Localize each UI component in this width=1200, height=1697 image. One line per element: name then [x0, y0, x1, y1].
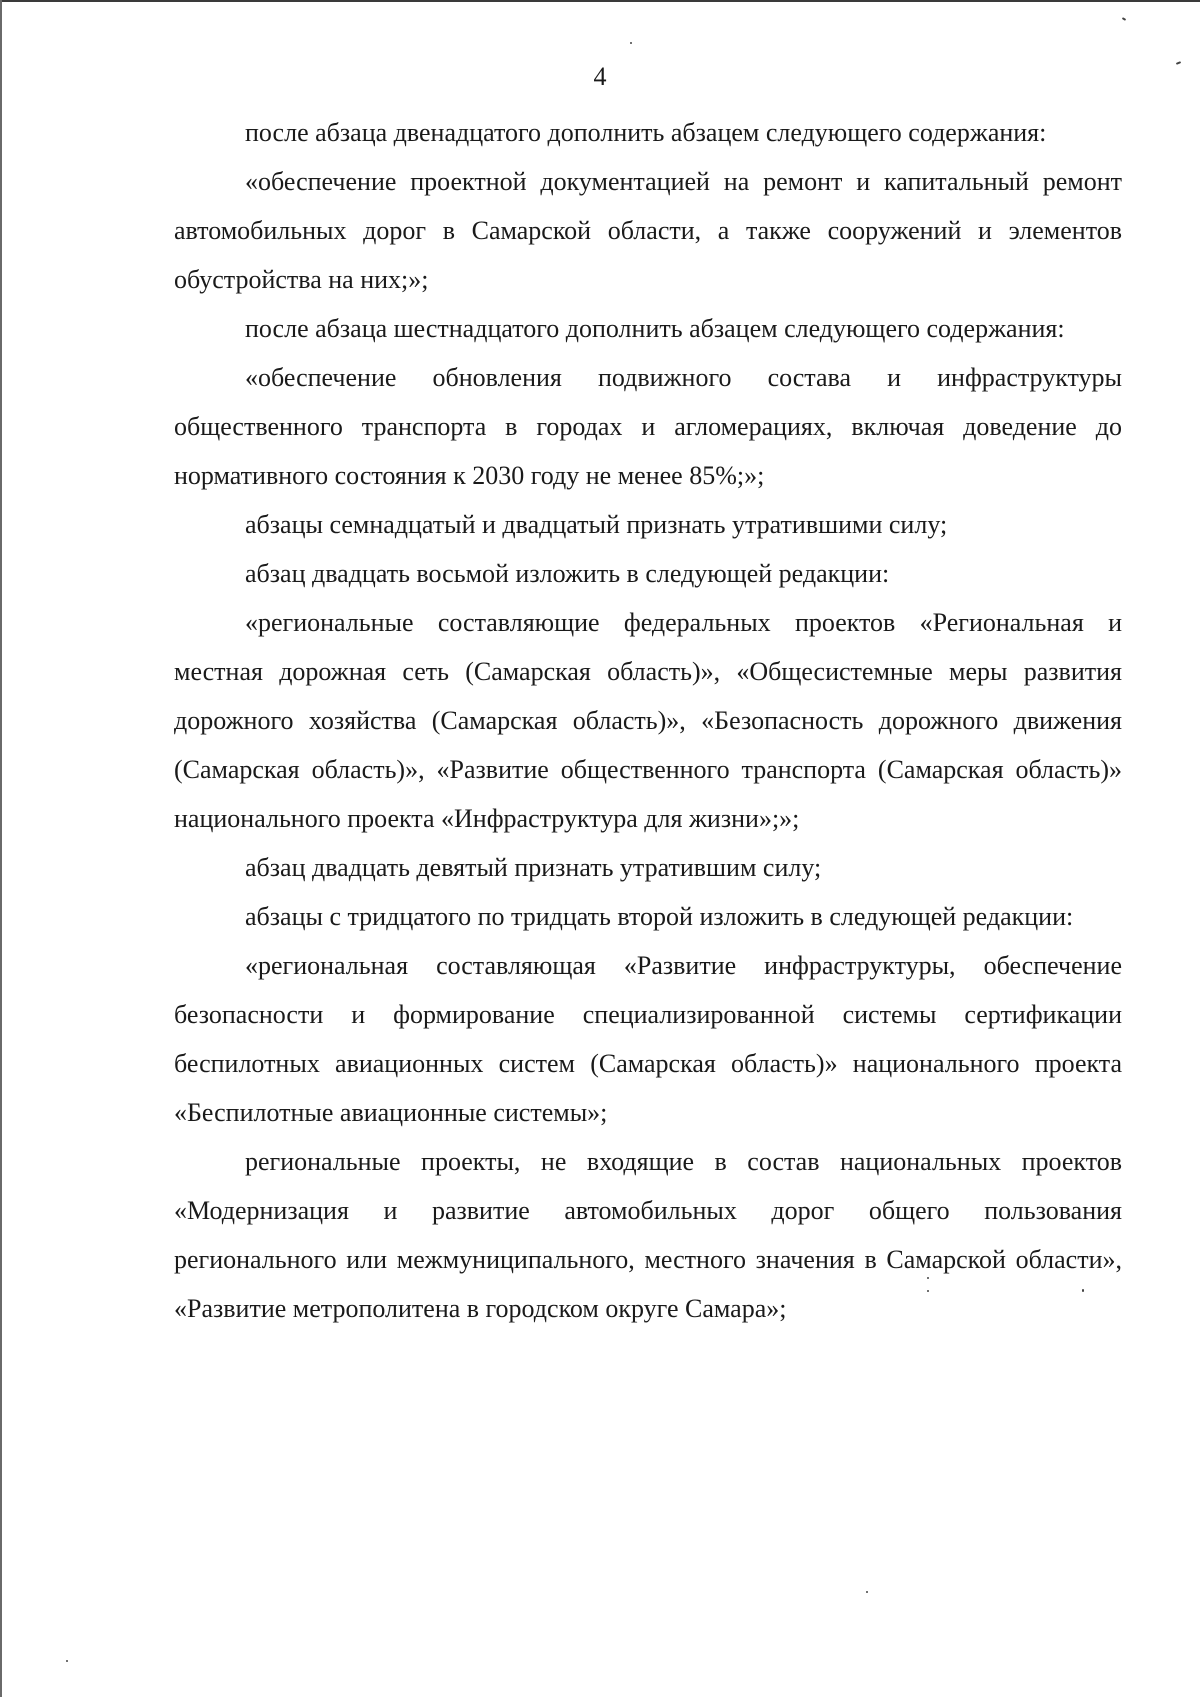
paragraph: «региональная составляющая «Развитие инфраструктуры, обеспечение безопасности и формирование специализированной системы сертификации беспилотных авиационных систем (Самарская область)» национального проекта «Беспилотные авиационные системы»;: [174, 951, 1122, 1127]
paragraph: абзацы семнадцатый и двадцатый признать утратившими силу;: [245, 510, 948, 539]
scan-speck: [866, 1591, 868, 1593]
paragraph: «обеспечение проектной документацией на ремонт и капитальный ремонт автомобильных дорог в Самарской области, а также сооружений и элементов обустройства на них;»;: [174, 167, 1122, 294]
scan-speck: [66, 1660, 68, 1662]
scan-edge-left: [0, 0, 2, 1697]
paragraph: абзац двадцать восьмой изложить в следующей редакции:: [245, 559, 890, 588]
document-body: [174, 108, 1122, 1333]
paragraph: «обеспечение обновления подвижного состава и инфраструктуры общественного транспорта в городах и агломерациях, включая доведение до нормативного состояния к 2030 году не менее 85%;»;: [174, 363, 1122, 490]
paragraph: региональные проекты, не входящие в состав национальных проектов «Модернизация и развитие автомобильных дорог общего пользования регионального или межмуниципального, местного значения в Самарской области», «Развитие метрополитена в городском округе Самара»;: [174, 1147, 1122, 1323]
paragraph: абзац двадцать девятый признать утратившим силу;: [245, 853, 822, 882]
paragraph: абзацы с тридцатого по тридцать второй изложить в следующей редакции:: [245, 902, 1074, 931]
scan-speck: [630, 42, 632, 44]
paragraph: «региональные составляющие федеральных проектов «Региональная и местная дорожная сеть (Самарская область)», «Общесистемные меры развития дорожного хозяйства (Самарская область)», «Безопасность дорожного движения (Самарская область)», «Развитие общественного транспорта (Самарская область)» национального проекта «Инфраструктура для жизни»;»;: [174, 608, 1122, 833]
scan-edge-top: [0, 0, 1200, 2]
page-number: 4: [593, 62, 607, 91]
scan-speck: [1122, 17, 1126, 21]
paragraph: после абзаца двенадцатого дополнить абзацем следующего содержания:: [245, 118, 1047, 147]
paragraph: после абзаца шестнадцатого дополнить абзацем следующего содержания:: [245, 314, 1065, 343]
